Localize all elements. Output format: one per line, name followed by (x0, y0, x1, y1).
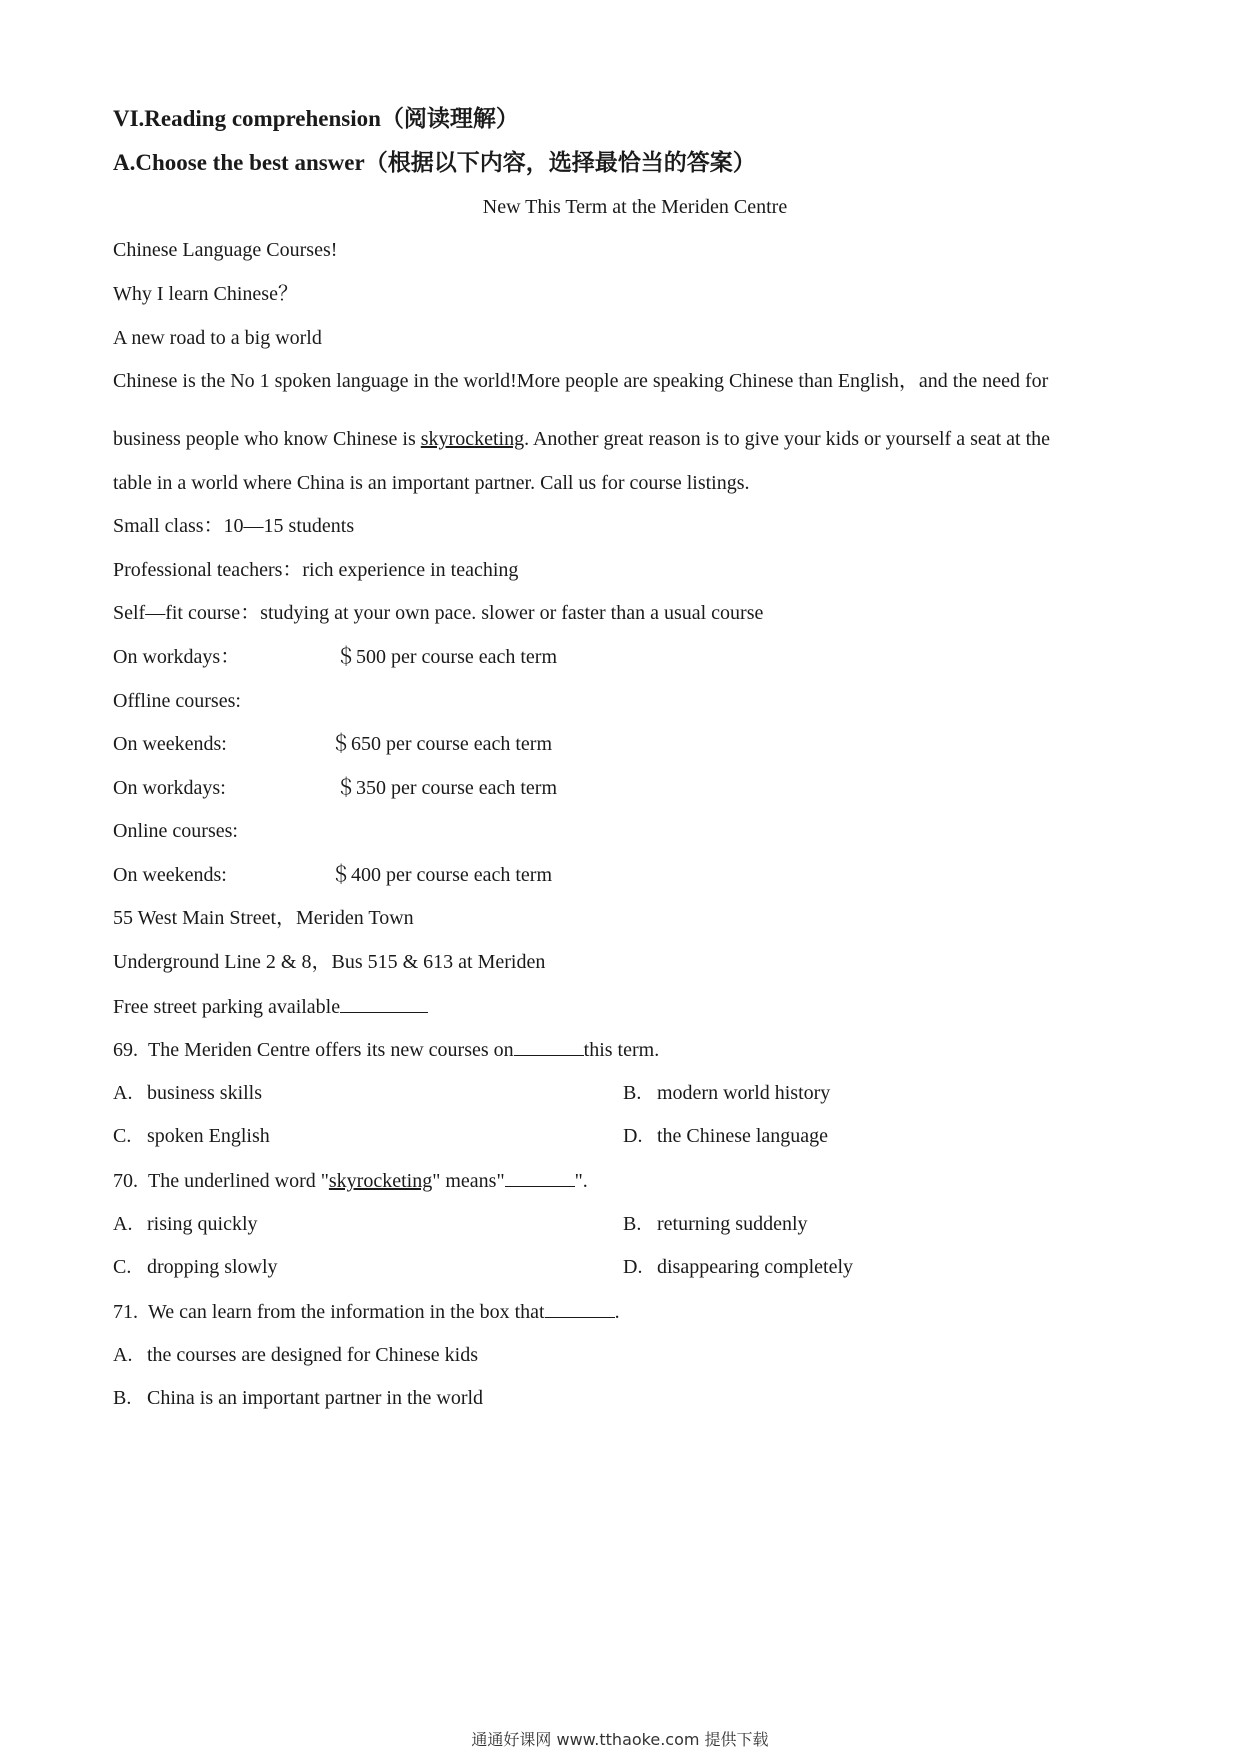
price-value: ＄650 per course each term (331, 733, 553, 755)
passage-parking: Free street parking available (113, 994, 428, 1019)
price-label: On weekends: (113, 733, 227, 755)
price-row (113, 732, 553, 756)
price-label: On weekends: (113, 864, 227, 886)
passage-transport: Underground Line 2 & 8，Bus 515 & 613 at Meriden (113, 951, 546, 973)
price-label: Online courses: (113, 820, 238, 842)
question-69: 69. The Meriden Centre offers its new courses on this term. (113, 1039, 660, 1061)
price-row (113, 689, 241, 713)
price-row (113, 819, 238, 843)
passage-line: Self—fit course：studying at your own pace. slower or faster than a usual course (113, 602, 764, 624)
question-number: 70. (113, 1170, 138, 1192)
question-71: 71. We can learn from the information in the box that . (113, 1301, 620, 1323)
underlined-word: skyrocketing (328, 1170, 433, 1192)
section-subheading: A.Choose the best answer（根据以下内容，选择最恰当的答案） (113, 150, 756, 175)
question-number: 69. (113, 1039, 138, 1061)
price-label: Offline courses: (113, 690, 241, 712)
passage-line: A new road to a big world (113, 327, 322, 349)
price-label: On workdays: (113, 777, 226, 799)
passage-line: Why I learn Chinese？ (113, 283, 298, 305)
page-footer: 通通好课网 www.tthaoke.com 提供下载 (471, 1730, 769, 1749)
option-a: A. business skills (113, 1082, 263, 1104)
answer-blank (545, 1299, 615, 1318)
option-d: D. the Chinese language (623, 1125, 829, 1147)
question-70: 70. The underlined word "skyrocketing" means" ". (113, 1170, 588, 1192)
price-value: ＄500 per course each term (336, 646, 558, 668)
price-row (113, 863, 553, 887)
option-a: A. the courses are designed for Chinese kids (113, 1344, 479, 1366)
passage-paragraph: business people who know Chinese is skyrocketing. Another great reason is to give your kids or yourself a seat at the (113, 428, 1051, 450)
option-b: B. returning suddenly (623, 1213, 808, 1235)
passage-address: 55 West Main Street，Meriden Town (113, 907, 414, 929)
option-c: C. dropping slowly (113, 1256, 278, 1278)
option-c: C. spoken English (113, 1125, 270, 1147)
price-value: ＄350 per course each term (336, 777, 558, 799)
option-d: D. disappearing completely (623, 1256, 854, 1278)
answer-blank (505, 1168, 575, 1187)
price-row (113, 645, 558, 669)
option-a: A. rising quickly (113, 1213, 258, 1235)
passage-paragraph: Chinese is the No 1 spoken language in the world!More people are speaking Chinese than English，and the need for (113, 370, 1049, 392)
passage-line: Small class：10—15 students (113, 515, 355, 537)
passage-line: Chinese Language Courses! (113, 239, 338, 261)
section-heading: VI.Reading comprehension（阅读理解） (113, 106, 519, 131)
option-b: B. China is an important partner in the world (113, 1387, 484, 1409)
price-label: On workdays： (113, 646, 241, 668)
underlined-word: skyrocketing (420, 428, 525, 450)
price-row (113, 776, 558, 800)
passage-line: Professional teachers：rich experience in teaching (113, 559, 519, 581)
question-number: 71. (113, 1301, 138, 1323)
price-value: ＄400 per course each term (331, 864, 553, 886)
answer-blank (340, 994, 428, 1013)
option-b: B. modern world history (623, 1082, 831, 1104)
passage-paragraph: table in a world where China is an important partner. Call us for course listings. (113, 472, 750, 494)
answer-blank (514, 1037, 584, 1056)
passage-title: New This Term at the Meriden Centre (482, 196, 788, 218)
